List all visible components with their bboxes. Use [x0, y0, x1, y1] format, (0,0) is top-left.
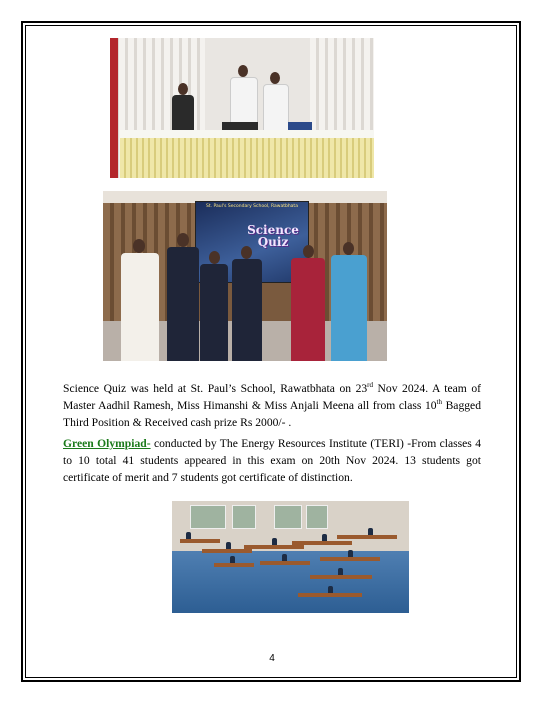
quiz-text-end: Bagged Third Position & Received cash prize Rs 2000/- .: [63, 399, 481, 429]
superscript-rd: rd: [367, 381, 374, 390]
quiz-text-middle: Nov 2024. A team of Master Aadhil Ramesh, Miss Himanshi & Miss Anjali Meena all from class 10: [63, 382, 481, 412]
quiz-text-start: Science Quiz was held at St. Paul’s School, Rawatbhata on 23: [63, 382, 368, 395]
green-olympiad-text: conducted by The Energy Resources Institute (TERI) -From classes 4 to 10 total 41 students appeared in this exam on 20th Nov 2024. 13 students got certificate of merit and 7 students got certificate of distinction.: [63, 437, 482, 484]
photo-exam-hall: [172, 501, 409, 613]
screen-quiz-title: Science Quiz: [247, 223, 299, 249]
screen-school-name: St. Paul's Secondary School, Rawatbhata: [206, 204, 298, 209]
superscript-th: th: [436, 398, 442, 407]
page-number: 4: [269, 653, 275, 664]
photo-science-quiz: [103, 191, 387, 361]
green-olympiad-heading: Green Olympiad-: [63, 437, 151, 450]
science-quiz-paragraph: [63, 380, 481, 431]
green-olympiad-paragraph: [63, 435, 481, 486]
photo-exhibition-stall: [110, 38, 374, 178]
